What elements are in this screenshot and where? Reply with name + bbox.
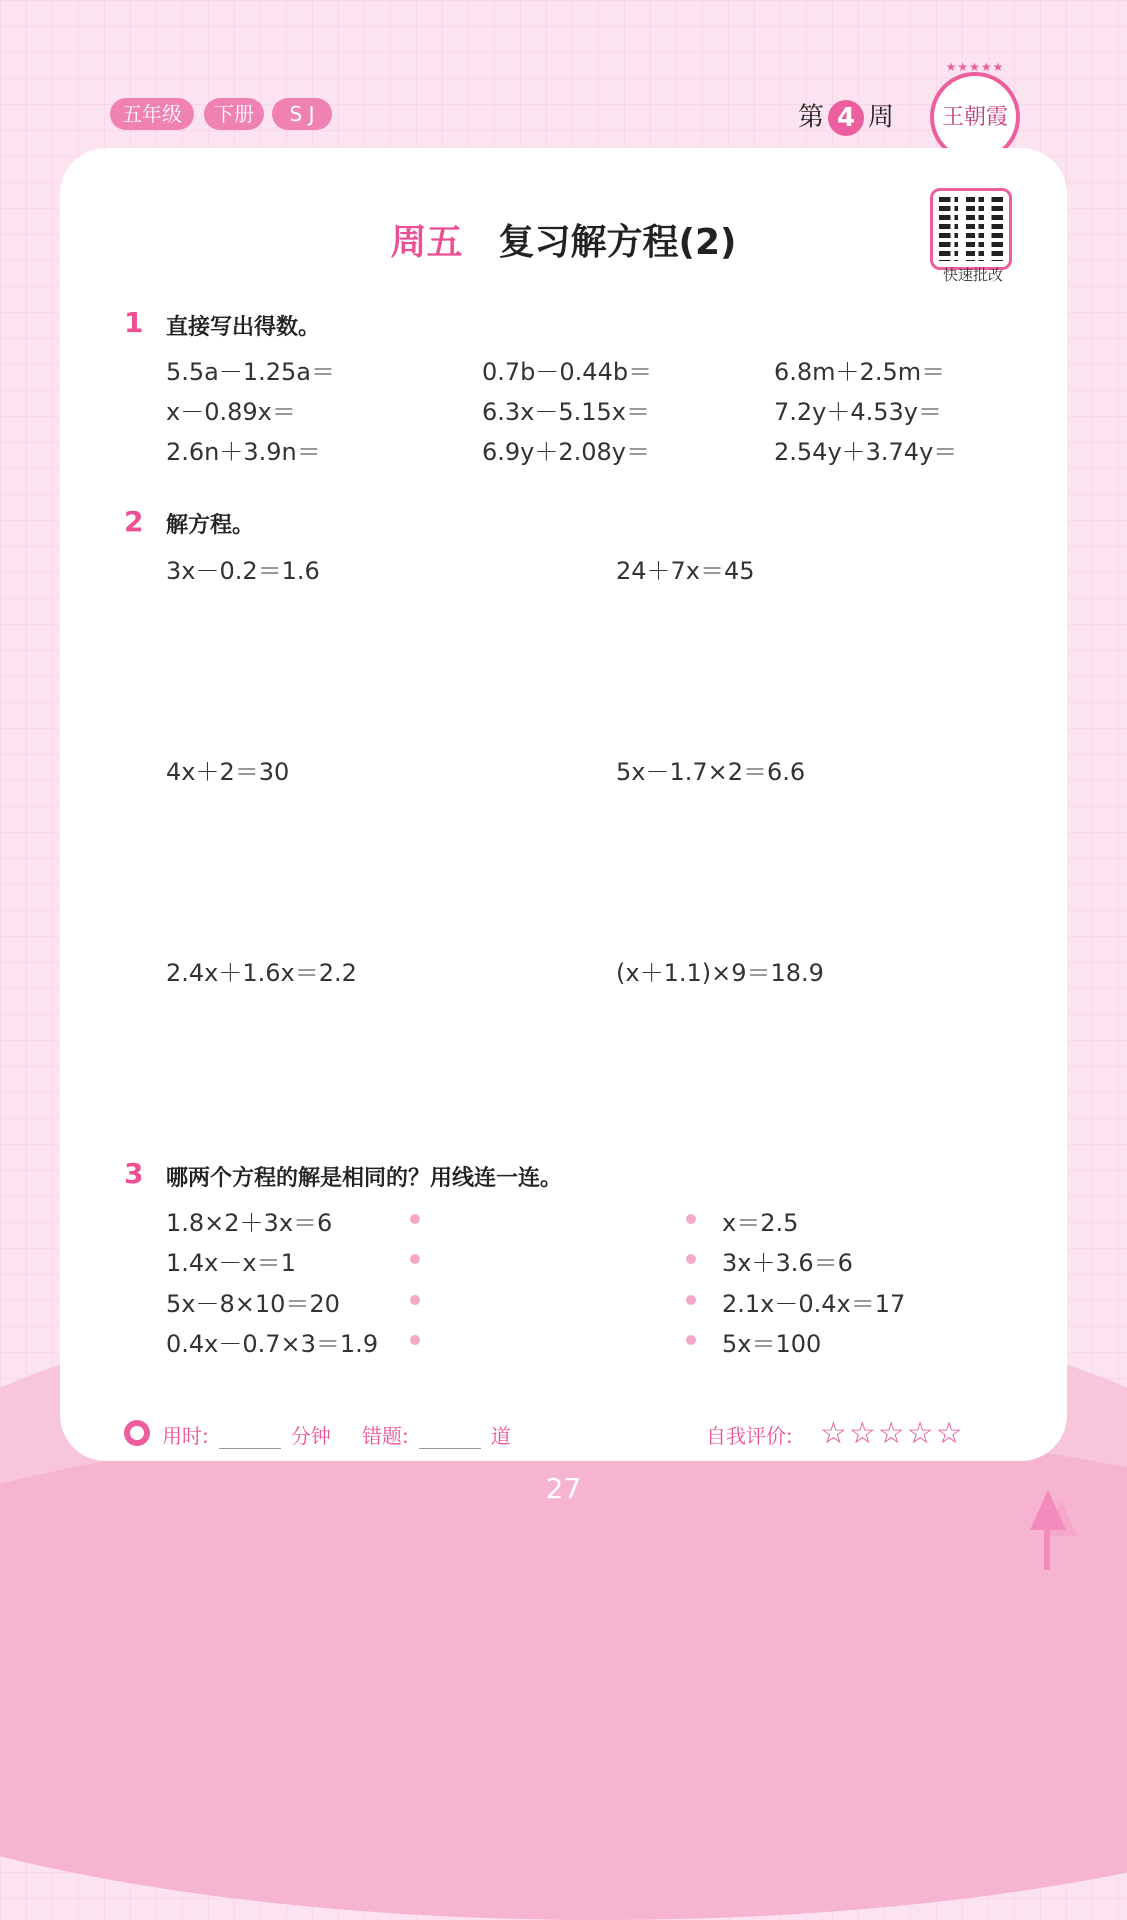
match-dot-left[interactable] [410,1335,420,1345]
star-icon: ★★★★★ [945,60,1005,74]
week-indicator [798,100,894,136]
q1-expression: 5.5a－1.25a＝ [166,358,336,386]
q1-expression: 6.3x－5.15x＝ [482,398,651,426]
q1-expression: 7.2y＋4.53y＝ [774,398,943,426]
week-suffix: 周 [868,102,895,133]
q2-equation: 4x＋2＝30 [166,758,290,786]
decorative-arrow-icon [1030,1490,1066,1530]
q1-expression: 6.9y＋2.08y＝ [482,438,651,466]
q3-right-equation: 5x＝100 [722,1330,822,1358]
question-text: 哪两个方程的解是相同的？用线连一连。 [166,1166,563,1191]
error-unit: 道 [490,1424,511,1448]
qr-code-icon[interactable] [930,188,1012,270]
question-text: 直接写出得数。 [166,315,321,340]
match-dot-right[interactable] [686,1335,696,1345]
q3-left-equation: 0.4x－0.7×3＝1.9 [166,1330,379,1358]
q3-right-equation: 3x＋3.6＝6 [722,1249,853,1277]
q1-expression: 2.54y＋3.74y＝ [774,438,958,466]
question-number: 3 [124,1157,144,1190]
rating-stars-icon[interactable]: ☆☆☆☆☆ [820,1416,965,1451]
question-text: 解方程。 [166,513,255,538]
edition-badge: S J [272,98,332,130]
q2-equation: 3x－0.2＝1.6 [166,557,320,585]
q2-equation: 5x－1.7×2＝6.6 [616,758,806,786]
error-blank[interactable] [419,1428,481,1449]
qr-label: 快速批改 [942,266,1003,284]
week-prefix: 第 [798,102,825,133]
q3-left-equation: 5x－8×10＝20 [166,1290,340,1318]
match-dot-left[interactable] [410,1214,420,1224]
title-day: 周五 [390,222,463,263]
q3-left-equation: 1.8×2＋3x＝6 [166,1209,333,1237]
rating-label: 自我评价: [706,1424,793,1448]
seal-text: 王朝霞 [941,105,1008,130]
q2-equation: 24＋7x＝45 [616,557,755,585]
stopwatch-icon [124,1420,150,1446]
time-blank[interactable] [219,1428,281,1449]
question-number: 1 [124,306,144,339]
q1-expression: x－0.89x＝ [166,398,296,426]
time-label: 用时: [162,1424,209,1448]
q2-equation: (x＋1.1)×9＝18.9 [616,959,824,987]
error-field [362,1420,511,1449]
q1-expression: 6.8m＋2.5m＝ [774,358,946,386]
q2-equation: 2.4x＋1.6x＝2.2 [166,959,357,987]
q1-expression: 0.7b－0.44b＝ [482,358,653,386]
error-label: 错题: [362,1424,409,1448]
match-dot-right[interactable] [686,1295,696,1305]
match-dot-right[interactable] [686,1254,696,1264]
week-number: 4 [828,100,864,136]
match-dot-left[interactable] [410,1295,420,1305]
question-number: 2 [124,505,144,538]
time-field [162,1420,331,1449]
q1-expression: 2.6n＋3.9n＝ [166,438,321,466]
q3-right-equation: 2.1x－0.4x＝17 [722,1290,906,1318]
decorative-arrow-stem [1044,1528,1050,1570]
title-topic: 复习解方程(2) [498,222,737,263]
q3-left-equation: 1.4x－x＝1 [166,1249,296,1277]
match-dot-left[interactable] [410,1254,420,1264]
q3-right-equation: x＝2.5 [722,1209,799,1237]
grade-badge: 五年级 [110,98,194,130]
match-dot-right[interactable] [686,1214,696,1224]
time-unit: 分钟 [290,1424,331,1448]
volume-badge: 下册 [204,98,264,130]
page-number: 27 [545,1472,582,1505]
